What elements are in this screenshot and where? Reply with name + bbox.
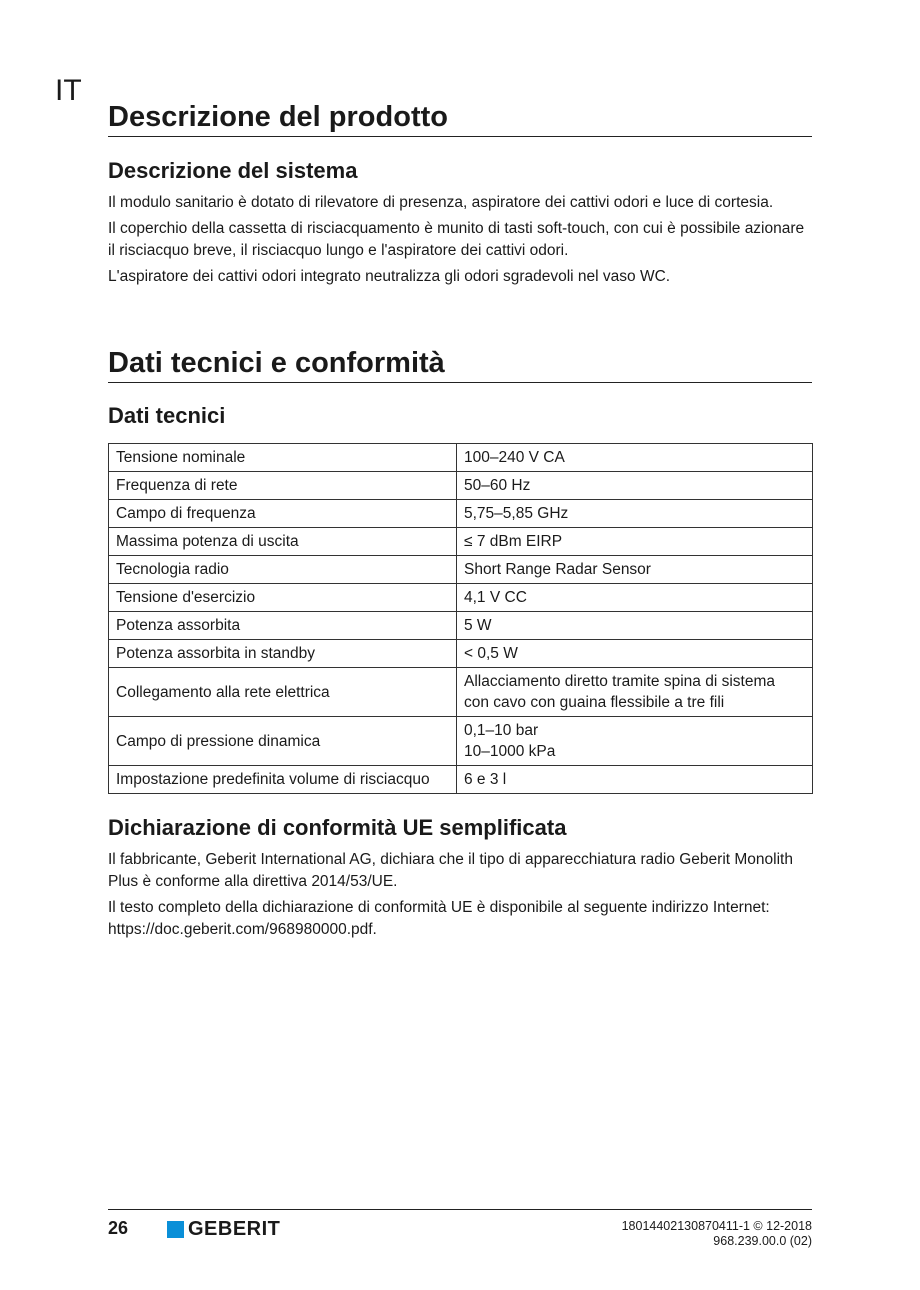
subtitle-system-description: Descrizione del sistema: [108, 158, 358, 183]
table-row: [109, 717, 813, 766]
paragraph: Il modulo sanitario è dotato di rilevatore di presenza, aspiratore dei cattivi odori e luce di cortesia.: [108, 194, 774, 211]
spec-label: Tensione nominale: [109, 444, 457, 472]
table-row: [109, 556, 813, 584]
spec-value: < 0,5 W: [457, 640, 813, 668]
spec-value: [457, 668, 813, 717]
paragraph: L'aspiratore dei cattivi odori integrato neutralizza gli odori sgradevoli nel vaso WC.: [108, 268, 671, 285]
document-id: 18014402130870411-1 © 12-2018: [621, 1219, 812, 1233]
spec-value: 100–240 V CA: [457, 444, 813, 472]
table-row: [109, 444, 813, 472]
spec-label: Campo di frequenza: [109, 500, 457, 528]
table-row: [109, 528, 813, 556]
subtitle-eu-conformity: Dichiarazione di conformità UE semplificata: [108, 815, 567, 840]
geberit-logo: [167, 1218, 280, 1241]
section-title-product-description: Descrizione del prodotto: [108, 100, 812, 137]
paragraph: Il coperchio della cassetta di risciacquamento è munito di tasti soft-touch, con cui è possibile azionare il risciacquo breve, il risciacquo lungo e l'aspiratore dei cattivi odori.: [108, 220, 805, 259]
section-title-technical-data: Dati tecnici e conformità: [108, 346, 812, 383]
spec-label: Potenza assorbita: [109, 612, 457, 640]
table-row: [109, 668, 813, 717]
footer-divider: [108, 1209, 812, 1210]
subtitle-technical-data: Dati tecnici: [108, 403, 226, 428]
spec-label: Massima potenza di uscita: [109, 528, 457, 556]
spec-label: Tensione d'esercizio: [109, 584, 457, 612]
spec-value-line: 10–1000 kPa: [464, 743, 556, 760]
document-number: 968.239.00.0 (02): [713, 1234, 812, 1248]
spec-value: Short Range Radar Sensor: [457, 556, 813, 584]
spec-value-line: Allacciamento diretto tramite spina di sistema: [464, 673, 775, 690]
spec-label: Impostazione predefinita volume di risciacquo: [109, 766, 457, 794]
spec-value: 50–60 Hz: [457, 472, 813, 500]
page-number: 26: [108, 1218, 129, 1238]
spec-value: 4,1 V CC: [457, 584, 813, 612]
paragraph: Il fabbricante, Geberit International AG, dichiara che il tipo di apparecchiatura radio Geberit Monolith Plus è conforme alla direttiva 2014/53/UE.: [108, 851, 793, 890]
spec-value: [457, 717, 813, 766]
logo-text: GEBERIT: [188, 1218, 281, 1240]
system-description-text: [108, 192, 812, 292]
spec-value: ≤ 7 dBm EIRP: [457, 528, 813, 556]
spec-label: Potenza assorbita in standby: [109, 640, 457, 668]
eu-conformity-text: [108, 849, 812, 945]
spec-value: 5,75–5,85 GHz: [457, 500, 813, 528]
spec-label: Collegamento alla rete elettrica: [109, 668, 457, 717]
table-row: [109, 472, 813, 500]
table-row: [109, 612, 813, 640]
spec-value: 5 W: [457, 612, 813, 640]
spec-value-line: 0,1–10 bar: [464, 722, 539, 739]
technical-data-table: [108, 443, 813, 794]
table-row: [109, 640, 813, 668]
spec-value: 6 e 3 l: [457, 766, 813, 794]
spec-label: Campo di pressione dinamica: [109, 717, 457, 766]
document-reference: [622, 1219, 812, 1249]
table-row: [109, 766, 813, 794]
table-row: [109, 584, 813, 612]
paragraph: Il testo completo della dichiarazione di conformità UE è disponibile al seguente indirizzo Internet: https://doc.geberit.com/968980000.pdf.: [108, 899, 770, 938]
spec-label: Tecnologia radio: [109, 556, 457, 584]
logo-square-icon: [167, 1221, 184, 1238]
spec-value-line: con cavo con guaina flessibile a tre fili: [464, 694, 725, 711]
spec-label: Frequenza di rete: [109, 472, 457, 500]
table-row: [109, 500, 813, 528]
language-marker: IT: [55, 74, 82, 107]
